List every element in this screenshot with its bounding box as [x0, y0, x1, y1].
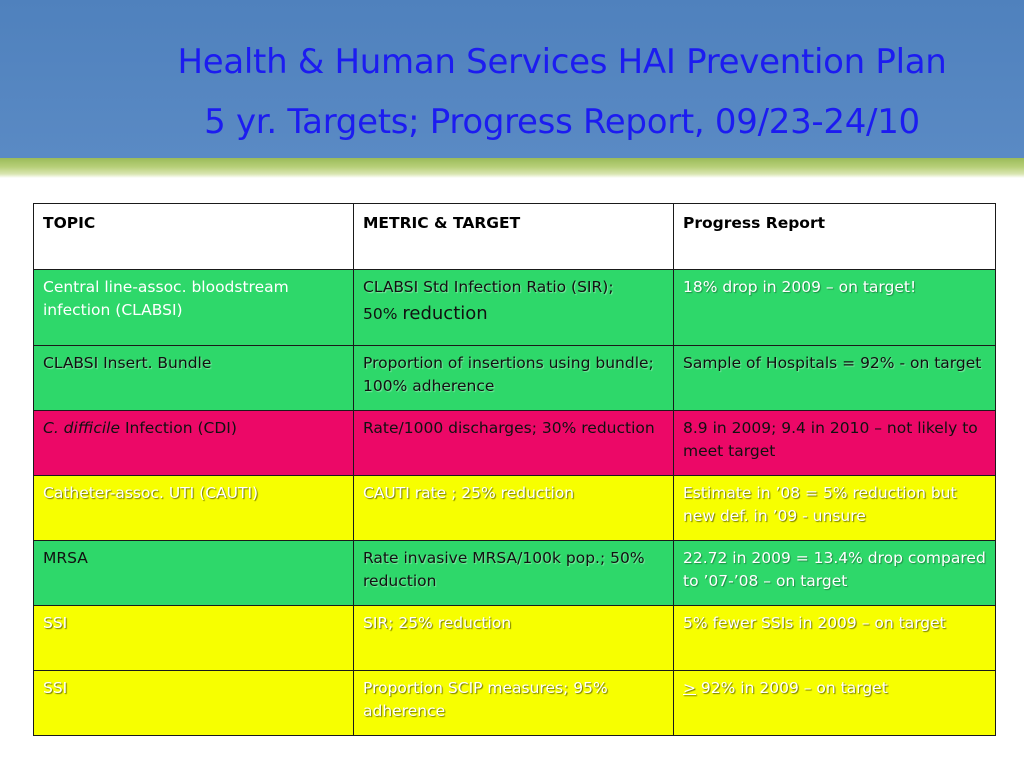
metric-text: CAUTI rate ; 25% reduction [363, 484, 575, 502]
progress-text: 5% fewer SSIs in 2009 – on target [683, 614, 946, 632]
topic-cell [34, 541, 354, 606]
topic-suffix: (CLABSI) [115, 301, 183, 319]
hai-plan-table [33, 203, 996, 736]
progress-text: Estimate in ’08 = 5% reduction but new def. in ’09 - unsure [683, 484, 957, 525]
metric-text: Rate/1000 discharges; 30% reduction [363, 419, 655, 437]
metric-line1: CLABSI Std Infection Ratio (SIR); [363, 278, 614, 296]
table-row [34, 270, 996, 346]
topic-cell [34, 346, 354, 411]
metric-reduction: reduction [402, 303, 488, 324]
topic-text: Infection (CDI) [124, 419, 237, 437]
header-metric-target: METRIC & TARGET [354, 204, 674, 270]
topic-text: CLABSI Insert. Bundle [43, 354, 212, 372]
header-topic: TOPIC [34, 204, 354, 270]
progress-cell [674, 270, 996, 346]
greater-equal-symbol: > [683, 679, 696, 697]
metric-cell [354, 270, 674, 346]
header-progress-report: Progress Report [674, 204, 996, 270]
topic-text: MRSA [43, 549, 88, 567]
topic-cell [34, 671, 354, 736]
table-row [34, 411, 996, 476]
topic-text: SSI [43, 679, 68, 697]
metric-cell [354, 671, 674, 736]
metric-text: Proportion SCIP measures; 95% adherence [363, 679, 608, 720]
metric-text: Rate invasive MRSA/100k pop.; 50% reduction [363, 549, 645, 590]
metric-cell [354, 411, 674, 476]
progress-text: 18% drop in 2009 – on target! [683, 278, 917, 296]
progress-text: 8.9 in 2009; 9.4 in 2010 – not likely to meet target [683, 419, 978, 460]
topic-cell [34, 476, 354, 541]
topic-cell [34, 270, 354, 346]
table-row [34, 476, 996, 541]
progress-cell [674, 671, 996, 736]
topic-text: Central line-assoc. bloodstream infection [43, 278, 289, 319]
metric-percent: 50% [363, 305, 398, 323]
progress-cell [674, 411, 996, 476]
metric-cell [354, 541, 674, 606]
topic-text: SSI [43, 614, 68, 632]
slide-title-line1: Health & Human Services HAI Prevention Plan [177, 42, 947, 82]
topic-cell [34, 411, 354, 476]
progress-text: Sample of Hospitals = 92% - on target [683, 354, 982, 372]
table-row [34, 606, 996, 671]
progress-cell [674, 476, 996, 541]
table-row [34, 671, 996, 736]
progress-cell [674, 606, 996, 671]
metric-cell [354, 476, 674, 541]
slide-title-line2: 5 yr. Targets; Progress Report, 09/23-24/10 [204, 102, 920, 142]
progress-text: 22.72 in 2009 = 13.4% drop compared to ’07-’08 – on target [683, 549, 986, 590]
table-header-row [34, 204, 996, 270]
table-row [34, 346, 996, 411]
metric-cell [354, 346, 674, 411]
header-accent-stripe [0, 158, 1024, 178]
progress-cell [674, 541, 996, 606]
topic-text: Catheter-assoc. UTI (CAUTI) [43, 484, 259, 502]
topic-italic: C. difficile [43, 419, 120, 437]
table-row [34, 541, 996, 606]
progress-text: 92% in 2009 – on target [696, 679, 888, 697]
metric-cell [354, 606, 674, 671]
progress-cell [674, 346, 996, 411]
metric-text: SIR; 25% reduction [363, 614, 512, 632]
topic-cell [34, 606, 354, 671]
metric-text: Proportion of insertions using bundle; 100% adherence [363, 354, 654, 395]
